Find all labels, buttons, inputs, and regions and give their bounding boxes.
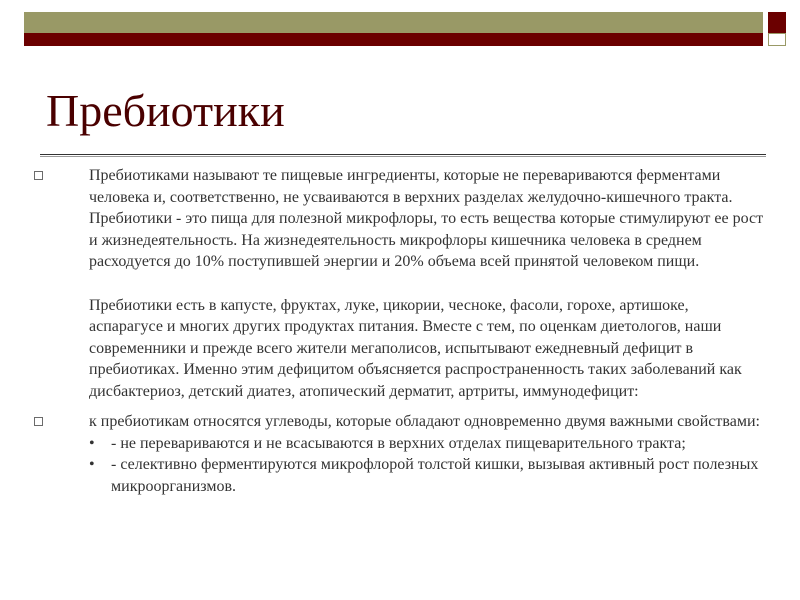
sub-item-text: - селективно ферментируются микрофлорой толстой кишки, вызывая активный рост полезных микроорганизмов. [111, 456, 759, 495]
sub-item-2 [89, 454, 764, 497]
sub-item-1 [89, 433, 764, 455]
header-square-outline [768, 33, 786, 46]
bullet-item-2 [34, 411, 764, 497]
square-bullet-icon [34, 171, 43, 180]
title-divider [40, 154, 766, 155]
slide-body [34, 165, 764, 497]
header-band-olive [24, 12, 763, 33]
paragraph-intro: к пребиотикам относятся углеводы, которые обладают одновременно двумя важными свойствами: [89, 413, 760, 430]
sub-item-text: - не перевариваются и не всасываются в верхних отделах пищеварительного тракта; [111, 434, 686, 452]
dot-bullet-icon: • [89, 456, 95, 473]
title-divider-shadow [40, 156, 766, 157]
header-band-maroon [24, 33, 763, 46]
bullet-item-1 [34, 165, 764, 402]
header-square-filled [768, 12, 786, 33]
square-bullet-icon [34, 417, 43, 426]
slide-title: Пребиотики [46, 85, 285, 136]
dot-bullet-icon: • [89, 434, 95, 452]
paragraph-definition: Пребиотиками называют те пищевые ингредиенты, которые не перевариваются ферментами человека и, соответственно, не усваиваются в верхних разделах желудочно-кишечного тракта. Пребиотики - это пища для полезной микрофлоры, то есть вещества которые стимулируют ее рост и жизнедеятельность. На жизнедеятельность микрофлоры кишечника человека в среднем расходуется до 10% поступившей энергии и 20% объема всей принятой человеком пищи. [89, 167, 764, 270]
paragraph-gap [89, 273, 764, 295]
paragraph-sources: Пребиотики есть в капусте, фруктах, луке, цикории, чесноке, фасоли, горохе, артишоке, аспарагусе и многих других продуктах питания. Вместе с тем, по оценкам диетологов, наши современники и прежде всего жители мегаполисов, испытывают ежедневный дефицит в пребиотиках. Именно этим дефицитом объясняется распространенность таких заболеваний как дисбактериоз, детский диатез, атопический дерматит, артриты, иммунодефицит: [89, 296, 742, 400]
